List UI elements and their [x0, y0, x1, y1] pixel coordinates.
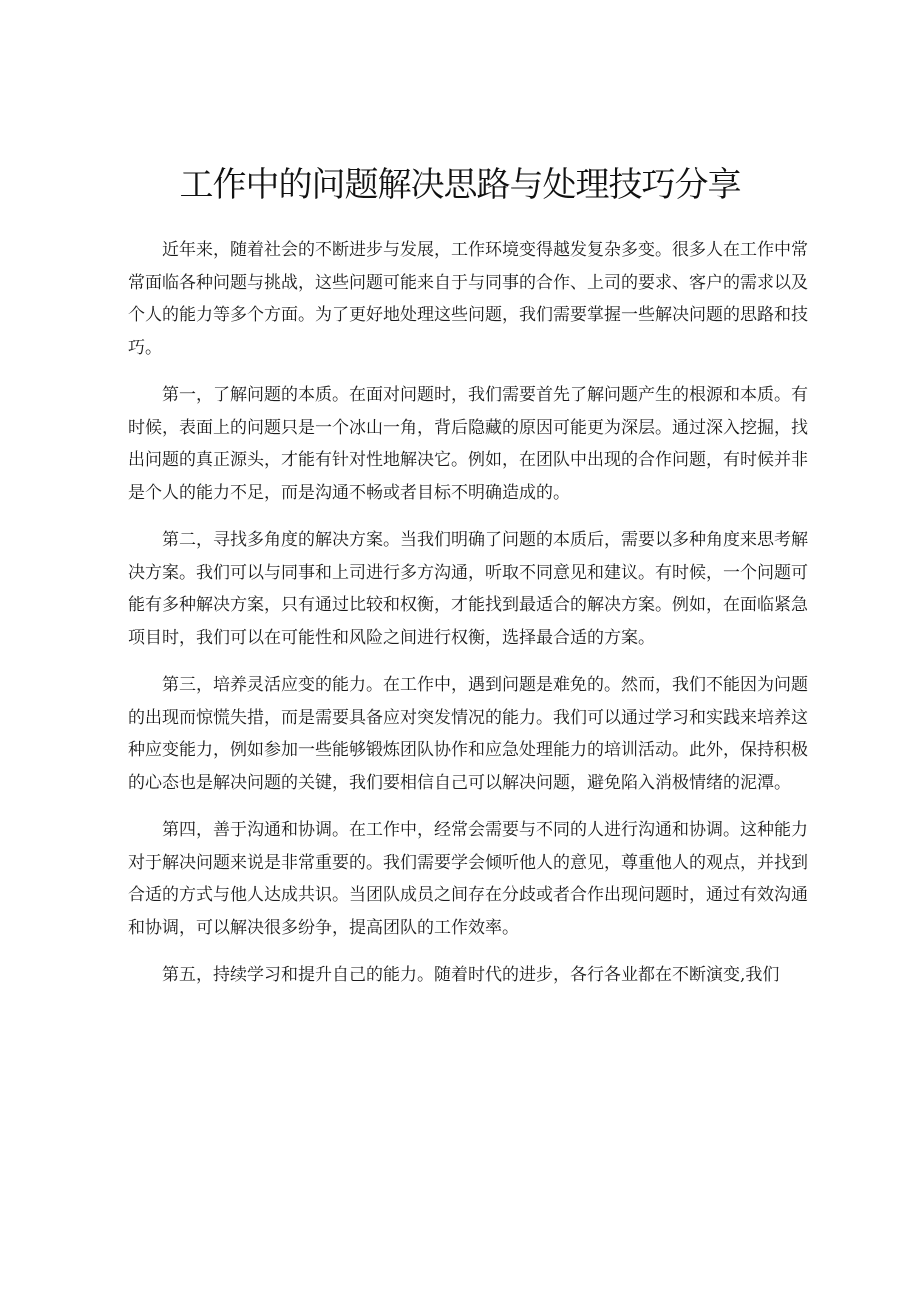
- document-body: [128, 234, 808, 1007]
- paragraph-point-1: 第一，了解问题的本质。在面对问题时，我们需要首先了解问题产生的根源和本质。有时候，表面上的问题只是一个冰山一角，背后隐藏的原因可能更为深层。通过深入挖掘，找出问题的真正源头，才能有针对性地解决它。例如，在团队中出现的合作问题，有时候并非是个人的能力不足，而是沟通不畅或者目标不明确造成的。: [128, 385, 808, 503]
- paragraph-point-5: 第五，持续学习和提升自己的能力。随着时代的进步，各行各业都在不断演变,我们: [162, 965, 780, 985]
- paragraph-intro: 近年来，随着社会的不断进步与发展，工作环境变得越发复杂多变。很多人在工作中常常面临各种问题与挑战，这些问题可能来自于与同事的合作、上司的要求、客户的需求以及个人的能力等多个方面。为了更好地处理这些问题，我们需要掌握一些解决问题的思路和技巧。: [128, 240, 808, 358]
- document-title: 工作中的问题解决思路与处理技巧分享: [179, 165, 741, 205]
- paragraph-point-3: 第三，培养灵活应变的能力。在工作中，遇到问题是难免的。然而，我们不能因为问题的出现而惊慌失措，而是需要具备应对突发情况的能力。我们可以通过学习和实践来培养这种应变能力，例如参加一些能够锻炼团队协作和应急处理能力的培训活动。此外，保持积极的心态也是解决问题的关键，我们要相信自己可以解决问题，避免陷入消极情绪的泥潭。: [128, 675, 808, 793]
- paragraph-point-4: 第四，善于沟通和协调。在工作中，经常会需要与不同的人进行沟通和协调。这种能力对于解决问题来说是非常重要的。我们需要学会倾听他人的意见，尊重他人的观点，并找到合适的方式与他人达成共识。当团队成员之间存在分歧或者合作出现问题时，通过有效沟通和协调，可以解决很多纷争，提高团队的工作效率。: [128, 820, 808, 938]
- paragraph-point-2: 第二，寻找多角度的解决方案。当我们明确了问题的本质后，需要以多种角度来思考解决方案。我们可以与同事和上司进行多方沟通，听取不同意见和建议。有时候，一个问题可能有多种解决方案，只有通过比较和权衡，才能找到最适合的解决方案。例如，在面临紧急项目时，我们可以在可能性和风险之间进行权衡，选择最合适的方案。: [128, 530, 808, 648]
